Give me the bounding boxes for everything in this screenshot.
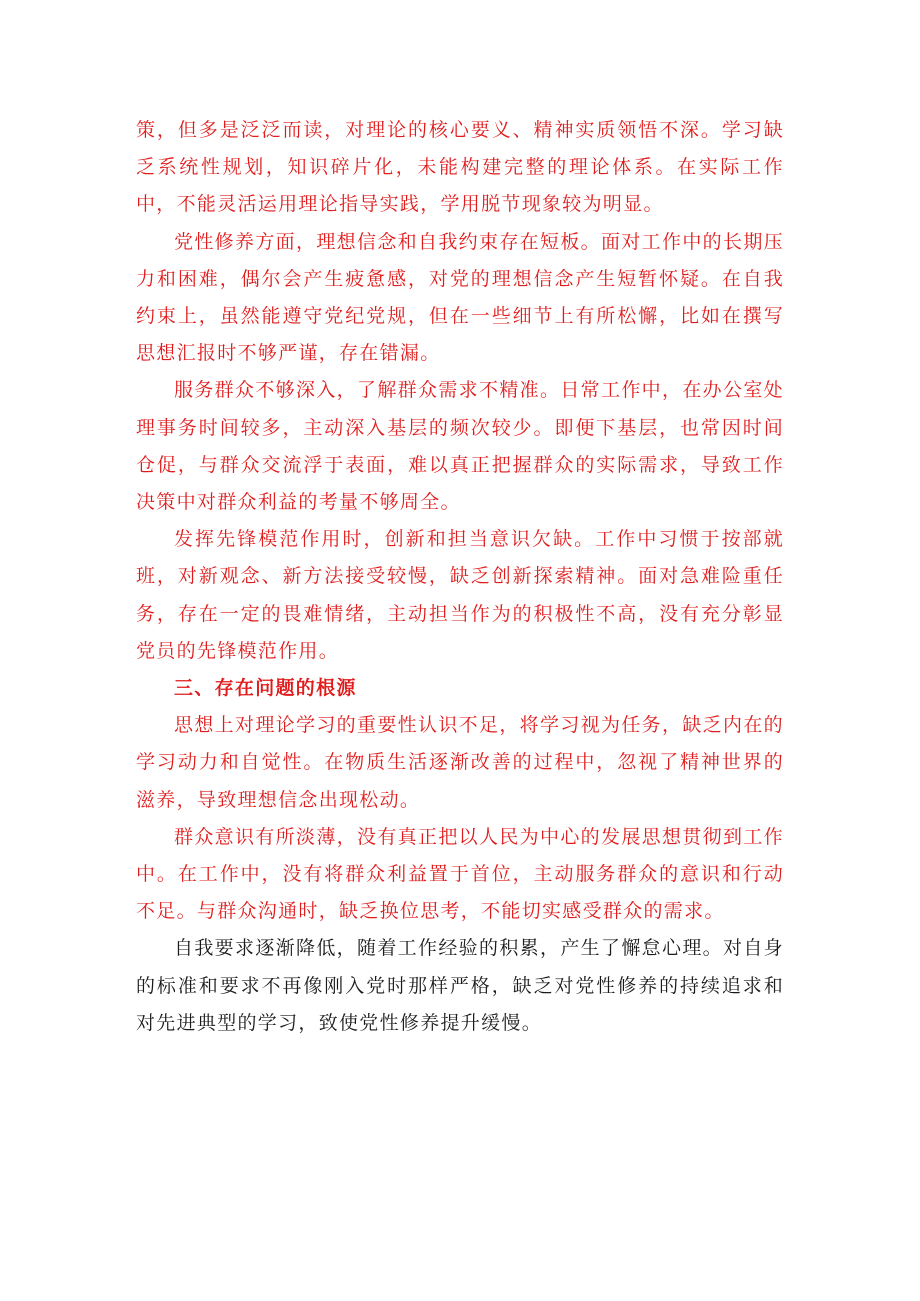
section-heading-root-causes: 三、存在问题的根源 [174,677,357,700]
paragraph-vanguard-role: 发挥先锋模范作用时，创新和担当意识欠缺。工作中习惯于按部就班，对新观念、新方法接受较慢，缺乏创新探索精神。面对急难险重任务，存在一定的畏难情绪，主动担当作为的积极性不高，没有充分彰显党员的先锋模范作用。 [136,528,784,662]
document-page [136,112,784,1042]
paragraph-continued: 策，但多是泛泛而读，对理论的核心要义、精神实质领悟不深。学习缺乏系统性规划，知识碎片化，未能构建完整的理论体系。在实际工作中，不能灵活运用理论指导实践，学用脱节现象较为明显。 [136,119,784,216]
paragraph-party-cultivation: 党性修养方面，理想信念和自我约束存在短板。面对工作中的长期压力和困难，偶尔会产生疲惫感，对党的理想信念产生短暂怀疑。在自我约束上，虽然能遵守党纪党规，但在一些细节上有所松懈，比如在撰写思想汇报时不够严谨，存在错漏。 [136,230,784,365]
paragraph-theory-study: 思想上对理论学习的重要性认识不足，将学习视为任务，缺乏内在的学习动力和自觉性。在物质生活逐渐改善的过程中，忽视了精神世界的滋养，导致理想信念出现松动。 [136,714,784,811]
paragraph-serving-masses: 服务群众不够深入，了解群众需求不精准。日常工作中，在办公室处理事务时间较多，主动深入基层的频次较少。即便下基层，也常因时间仓促，与群众交流浮于表面，难以真正把握群众的实际需求，导致工作决策中对群众利益的考量不够周全。 [136,379,784,514]
paragraph-masses-awareness: 群众意识有所淡薄，没有真正把以人民为中心的发展思想贯彻到工作中。在工作中，没有将群众利益置于首位，主动服务群众的意识和行动不足。与群众沟通时，缺乏换位思考，不能切实感受群众的需求。 [136,825,784,923]
paragraph-self-requirements: 自我要求逐渐降低，随着工作经验的积累，产生了懈怠心理。对自身的标准和要求不再像刚入党时那样严格，缺乏对党性修养的持续追求和对先进典型的学习，致使党性修养提升缓慢。 [136,937,784,1034]
